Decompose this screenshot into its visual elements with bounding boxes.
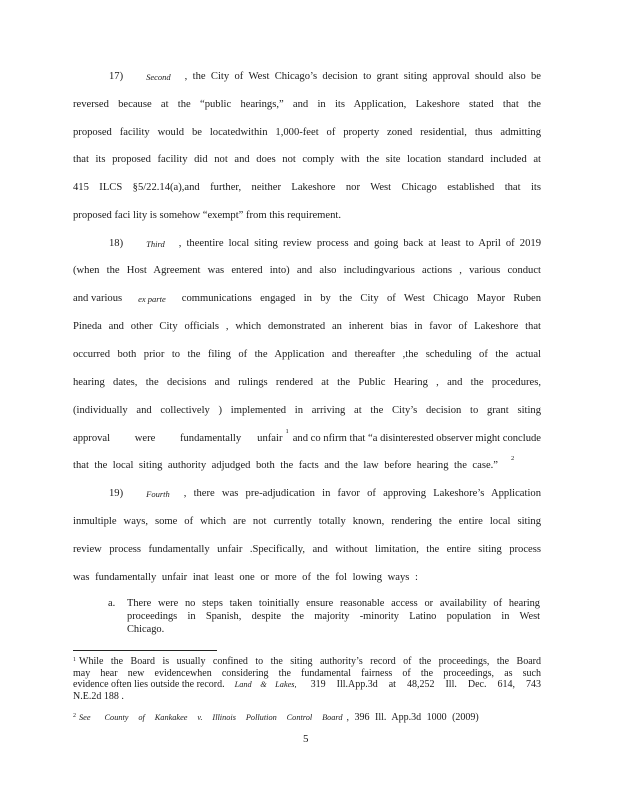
footnote-ref-1[interactable]: 1 <box>285 428 289 435</box>
para-17-line-4 <box>73 153 541 166</box>
para-19-line-4 <box>73 571 541 584</box>
para-19-line-1 <box>73 487 541 501</box>
para-17-number: 17) <box>109 71 124 82</box>
para-18-text: hearing dates, the decisions and rulings rendered at the Public Hearing , and the procedures, <box>73 377 541 388</box>
para-18-text: (when the Host Agreement was entered into) and also includingvarious actions , various conduct <box>73 265 541 276</box>
para-19-text: , there was pre-adjudication in favor of approving Lakeshore’s Application <box>183 488 541 499</box>
page-number: 5 <box>303 733 309 745</box>
list-item-body <box>127 597 540 636</box>
para-17-line-6 <box>73 209 541 222</box>
footnote-text: may hear new evidencewhen considering the fundamental fairness of the proceedings, as such <box>73 667 541 679</box>
footnote-1 <box>73 656 541 702</box>
para-18-line-5 <box>73 348 541 361</box>
para-19-ordinal: Fourth <box>146 489 170 499</box>
para-17-line-2 <box>73 98 541 111</box>
footnote-text: evidence often lies outside the record. <box>73 679 225 690</box>
para-18-line-9 <box>73 455 541 472</box>
para-18-text: occurred both prior to the filing of the Application and thereafter ,the scheduling of the actual <box>73 349 541 360</box>
para-17-text: , the City of West Chicago’s decision to grant siting approval should also be <box>184 71 541 82</box>
para-17-text: reversed because at the “public hearings,” and in its Application, Lakeshore stated that the <box>73 99 541 110</box>
para-17-line-1 <box>73 70 541 84</box>
para-18-text: communications engaged in by the City of West Chicago Mayor Ruben <box>181 293 541 304</box>
citation-signal: See <box>79 713 91 722</box>
para-17-text: proposed faci lity is somehow “exempt” from this requirement. <box>73 210 342 221</box>
para-17-ordinal: Second <box>146 72 171 82</box>
footnote-citation: 319 Ill.App.3d at 48,252 Ill. Dec. 614, 743 <box>310 679 541 690</box>
ex-parte-term: ex parte <box>138 294 166 304</box>
para-18-line-3 <box>73 292 541 306</box>
para-18-text: , theentire local siting review process and going back at least to April of 2019 <box>178 238 541 249</box>
case-name: County of Kankakee v. Illinois Pollution Control Board <box>104 713 343 722</box>
para-18-number: 18) <box>109 238 124 249</box>
list-marker: a. <box>108 598 116 609</box>
footnote-2 <box>73 712 541 724</box>
para-19-number: 19) <box>109 488 124 499</box>
para-18-text: approval were fundamentally <box>73 433 242 444</box>
list-item-text: proceedings in Spanish, despite the majority -minority Latino population in West <box>127 611 540 622</box>
case-name: Land & Lakes, <box>234 680 297 689</box>
footnote-1-mark: 1 <box>73 657 76 663</box>
para-19-text: review process fundamentally unfair .Specifically, and without limitation, the entire siting process <box>73 544 541 555</box>
footnote-2-mark: 2 <box>73 713 76 719</box>
para-19-text: inmultiple ways, some of which are not currently totally known, rendering the entire local siting <box>73 516 541 527</box>
para-18-text: and co nfirm that “a disinterested observer might conclude <box>292 433 541 444</box>
para-17-line-5 <box>73 181 541 194</box>
para-19-line-2 <box>73 515 541 528</box>
list-item-text: Chicago. <box>127 624 165 635</box>
para-18-text: unfair <box>257 433 283 444</box>
para-18-text: and various <box>73 293 123 304</box>
para-17-text: proposed facility would be locatedwithin 1,000-feet of property zoned residential, thus admitting <box>73 127 541 138</box>
para-18-line-1 <box>73 237 541 251</box>
para-18-text: (individually and collectively ) implemented in arriving at the City’s decision to grant siting <box>73 405 541 416</box>
para-19-line-3 <box>73 543 541 556</box>
footnote-text: While the Board is usually confined to the siting authority’s record of the proceedings, the Board <box>79 656 541 667</box>
para-17-line-3 <box>73 126 541 139</box>
para-18-line-2 <box>73 264 541 277</box>
para-19-text: was fundamentally unfair inat least one or more of the fol lowing ways : <box>73 572 418 583</box>
para-18-text: that the local siting authority adjudged both the facts and the law before hearing the case.” <box>73 460 498 471</box>
list-item-text: There were no steps taken toinitially ensure reasonable access or availability of hearing <box>127 598 540 609</box>
footnote-ref-2[interactable]: 2 <box>511 455 515 462</box>
para-17-text: that its proposed facility did not and does not comply with the site location standard included at <box>73 154 541 165</box>
para-18-line-8 <box>73 428 541 445</box>
para-18-line-6 <box>73 376 541 389</box>
para-17-text: 415 ILCS §5/22.14(a),and further, neither Lakeshore nor West Chicago established that its <box>73 182 541 193</box>
para-18-line-7 <box>73 404 541 417</box>
footnote-text: N.E.2d 188 . <box>73 690 124 702</box>
footnote-separator <box>73 650 217 651</box>
para-18-line-4 <box>73 320 541 333</box>
footnote-citation: , 396 Ill. App.3d 1000 (2009) <box>346 712 479 723</box>
para-18-text: Pineda and other City officials , which demonstrated an inherent bias in favor of Lakeshore that <box>73 321 541 332</box>
para-18-ordinal: Third <box>146 239 165 249</box>
